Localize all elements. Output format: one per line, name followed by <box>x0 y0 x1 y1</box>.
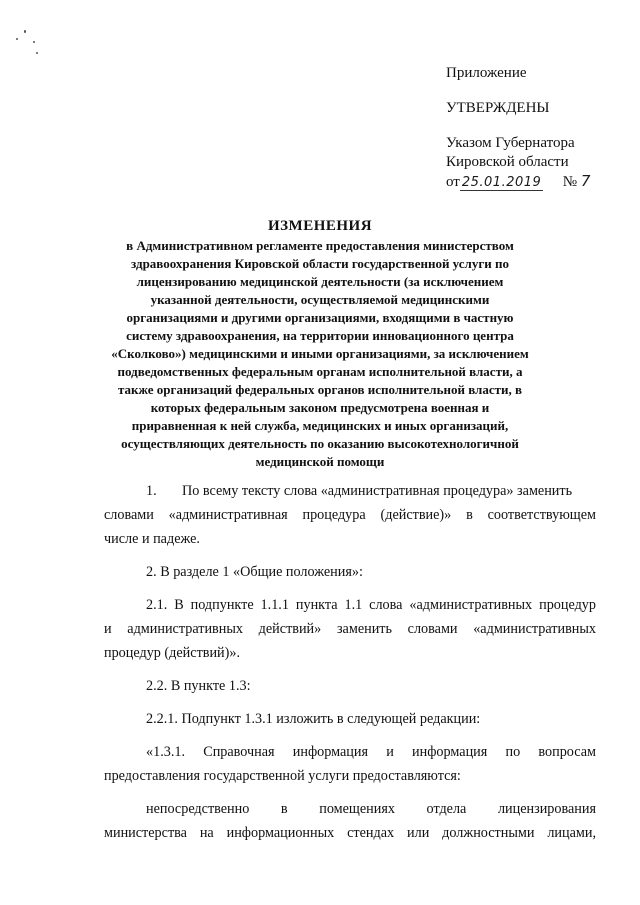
scan-speck <box>36 52 38 54</box>
subtitle-line: также организаций федеральных органов исполнительной власти, в <box>118 382 522 397</box>
paragraph-text: По всему тексту слова «административная процедура» заменить <box>182 483 573 499</box>
paragraph-line: «1.3.1. Справочная информация и информация по вопросам <box>146 744 596 760</box>
decree-line-2: Кировской области <box>446 154 569 170</box>
subtitle-line: здравоохранения Кировской области государственной услуги по <box>131 256 509 271</box>
subtitle-line: которых федеральным законом предусмотрена военная и <box>150 400 490 415</box>
subtitle-line: медицинской помощи <box>255 454 385 469</box>
subtitle-line: лицензированию медицинской деятельности (за исключением <box>136 274 504 289</box>
document-subtitle <box>80 237 560 471</box>
subtitle-line: осуществляющих деятельность по оказанию высокотехнологичной <box>121 436 519 451</box>
paragraph-number: 1. <box>146 483 157 499</box>
paragraph-line: министерства на информационных стендах или должностными лицами, <box>104 825 596 841</box>
appendix-label: Приложение <box>446 65 527 81</box>
scan-speck <box>16 38 18 40</box>
approved-label: УТВЕРЖДЕНЫ <box>446 100 550 116</box>
paragraph-line: 2.1. В подпункте 1.1.1 пункта 1.1 слова «административных процедур <box>146 597 596 613</box>
paragraph-line: числе и падеже. <box>104 531 200 547</box>
subtitle-line: указанной деятельности, осуществляемой медицинскими <box>150 292 490 307</box>
handwritten-number: 7 <box>580 172 591 190</box>
scan-speck <box>33 41 35 43</box>
paragraph-line: непосредственно в помещениях отдела лицензирования <box>146 801 596 817</box>
paragraph-line: процедур (действий)». <box>104 645 241 661</box>
approval-block <box>446 64 626 192</box>
paragraph-2: 2. В разделе 1 «Общие положения»: <box>146 564 363 580</box>
paragraph-line: предоставления государственной услуги предоставляются: <box>104 768 461 784</box>
handwritten-date: 25.01.2019 <box>461 175 542 190</box>
document-body <box>104 479 596 845</box>
scan-speck <box>24 30 26 33</box>
subtitle-line: подведомственных федеральным органам исполнительной власти, а <box>117 364 523 379</box>
decree-line-1: Указом Губернатора <box>446 135 575 151</box>
date-prefix: от <box>446 174 460 190</box>
subtitle-line: организациями и другими организациями, входящими в частную <box>126 310 514 325</box>
subtitle-line: систему здравоохранения, на территории инновационного центра <box>126 328 514 343</box>
paragraph-1-first-line <box>104 479 596 503</box>
paragraph-line: и административных действий» заменить словами «административных <box>104 621 596 637</box>
subtitle-line: в Административном регламенте предоставления министерством <box>126 238 514 253</box>
subtitle-line: «Сколково») медицинскими и иными организациями, за исключением <box>111 346 529 361</box>
number-prefix: № <box>562 174 578 190</box>
date-number-line <box>446 172 626 192</box>
document-title: ИЗМЕНЕНИЯ <box>267 218 373 234</box>
paragraph-2-2-1: 2.2.1. Подпункт 1.3.1 изложить в следующей редакции: <box>146 711 481 727</box>
paragraph-2-2: 2.2. В пункте 1.3: <box>146 678 251 694</box>
subtitle-line: приравненная к ней служба, медицинских и иных организаций, <box>131 418 509 433</box>
paragraph-line: словами «административная процедура (действие)» в соответствующем <box>104 507 596 523</box>
